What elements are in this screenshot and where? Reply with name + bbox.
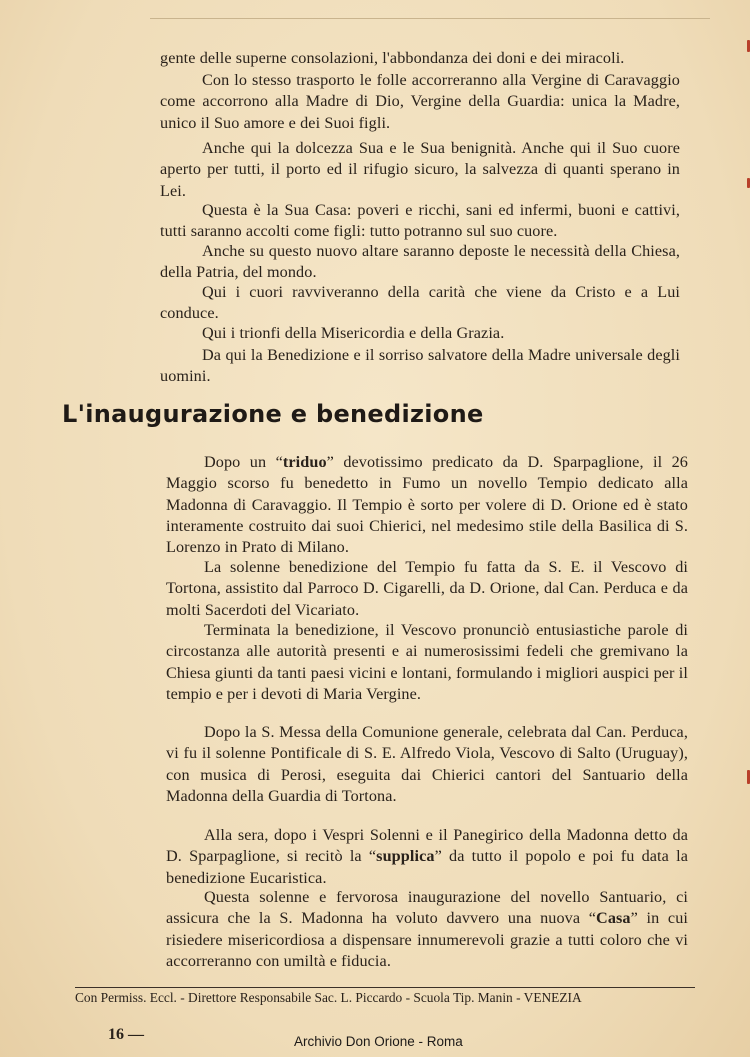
intro-paragraph-5: Anche su questo nuovo altare saranno deposte le necessità della Chiesa, della Patria, del mondo. [160, 242, 680, 282]
imprint-footer: Con Permiss. Eccl. - Direttore Responsabile Sac. L. Piccardo - Scuola Tip. Manin - VENEZIA [75, 990, 582, 1005]
archive-label: Archivio Don Orione - Roma [294, 1034, 463, 1049]
section-paragraph-4: Dopo la S. Messa della Comunione generale, celebrata dal Can. Perduca, vi fu il solenne Pontificale di S. E. Alfredo Viola, Vescovo di Salto (Uruguay), con musica di Perosi, eseguita dai Chierici cantori del Santuario della Madonna della Guardia di Tortona. [166, 723, 688, 805]
footer-rule [75, 987, 695, 988]
section-paragraph-6: Questa solenne e fervorosa inaugurazione del novello Santuario, ci assicura che la S. Madonna ha voluto davvero una nuova “Casa” in cui risiedere misericordiosa a dispensare innumerevoli grazie a tutti coloro che vi accorreranno con umiltà e fiducia. [166, 888, 688, 970]
intro-paragraph-6: Qui i cuori ravviveranno della carità che viene da Cristo e a Lui conduce. [160, 283, 680, 323]
intro-paragraph-4: Questa è la Sua Casa: poveri e ricchi, sani ed infermi, buoni e cattivi, tutti saranno accolti come figli: tutto potranno sul suo cuore. [160, 201, 680, 241]
section-paragraph-5: Alla sera, dopo i Vespri Solenni e il Panegirico della Madonna detto da D. Sparpaglione, si recitò la “supplica” da tutto il popolo e poi fu data la benedizione Eucaristica. [166, 826, 688, 887]
triduo-term: triduo [282, 453, 327, 471]
section-paragraph-3: Terminata la benedizione, il Vescovo pronunciò entusiastiche parole di circostanza alle autorità presenti e ai numerosissimi fedeli che gremivano la Chiesa giunti da tanti paesi vicini e lontani, formulando i migliori auspici per il tempio e per i devoti di Maria Vergine. [166, 621, 688, 703]
intro-paragraph-3: Anche qui la dolcezza Sua e le Sua benignità. Anche qui il Suo cuore aperto per tutti, il porto ed il rifugio sicuro, la salvezza di quanti sperano in Lei. [160, 139, 680, 200]
intro-paragraph-8: Da qui la Benedizione e il sorriso salvatore della Madre universale degli uomini. [160, 346, 680, 386]
intro-paragraph-7: Qui i trionfi della Misericordia e della Grazia. [202, 324, 505, 342]
intro-paragraph-2: Con lo stesso trasporto le folle accorreranno alla Vergine di Caravaggio come accorrono alla Madre di Dio, Vergine della Guardia: unica la Madre, unico il Suo amore e dei Suoi figli. [160, 71, 680, 132]
supplica-term: supplica [376, 847, 435, 866]
section-title: L'inaugurazione e benedizione [62, 400, 484, 428]
section-paragraph-2: La solenne benedizione del Tempio fu fatta da S. E. il Vescovo di Tortona, assistito dal Parroco D. Cigarelli, da D. Orione, dal Can. Perduca e da molti Sacerdoti del Vicariato. [166, 558, 688, 619]
casa-term: Casa [596, 909, 631, 928]
top-rule [150, 18, 710, 19]
section-paragraph-1: Dopo un “triduo” devotissimo predicato da D. Sparpaglione, il 26 Maggio scorso fu benedetto in Fumo un novello Tempio dedicato alla Madonna di Caravaggio. Il Tempio è sorto per volere di D. Orione ed è stato interamente costruito dai suoi Chierici, nel medesimo stile della Basilica di S. Lorenzo in Prato di Milano. [166, 453, 688, 557]
intro-paragraph-1: gente delle superne consolazioni, l'abbondanza dei doni e dei miracoli. [160, 49, 625, 67]
page-number: 16 — [108, 1026, 144, 1043]
